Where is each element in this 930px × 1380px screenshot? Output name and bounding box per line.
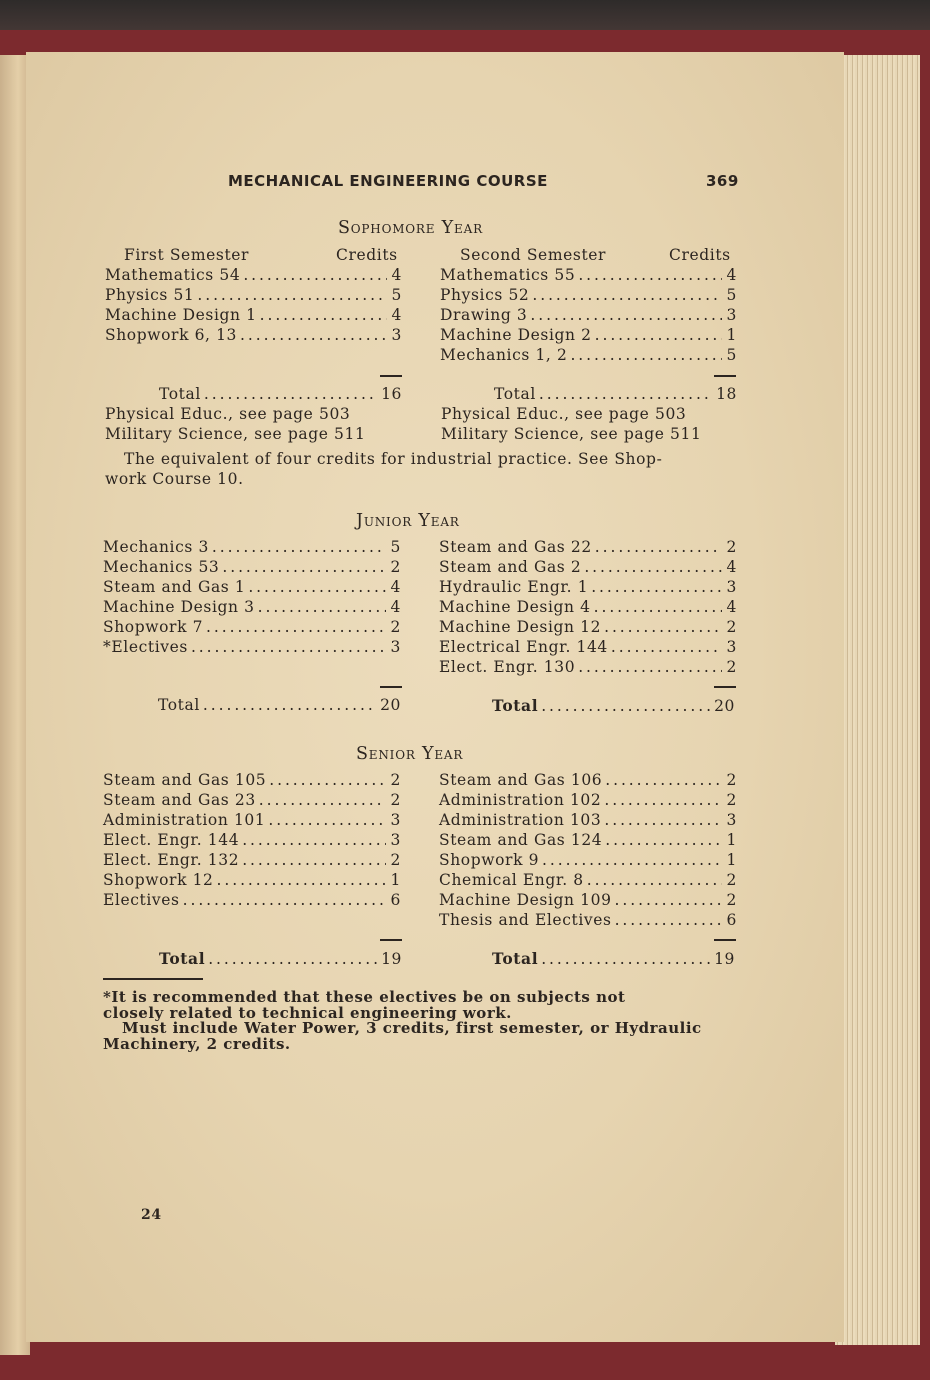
course-name: Shopwork 6, 13: [105, 326, 238, 344]
total-rule: [380, 686, 402, 688]
footnote-electives-cont: closely related to technical engineering work.: [103, 1004, 512, 1022]
total-rule: [380, 939, 402, 941]
footnote-electives: *It is recommended that these electives be on subjects not: [103, 988, 626, 1006]
course-credits: 3: [726, 638, 737, 656]
running-title: MECHANICAL ENGINEERING COURSE: [228, 172, 548, 190]
total-value: 19: [714, 950, 735, 968]
course-credits: 2: [726, 791, 737, 809]
course-name: Steam and Gas 2: [439, 558, 582, 576]
course-credits: 6: [726, 911, 737, 929]
total-rule: [714, 939, 736, 941]
course-row: [439, 911, 737, 929]
page-stack-edge: [835, 55, 920, 1345]
course-name: Steam and Gas 23: [103, 791, 256, 809]
course-row: [103, 811, 401, 829]
course-row: [439, 831, 737, 849]
course-credits: 1: [726, 326, 737, 344]
book-page: [26, 52, 844, 1342]
course-row: [440, 286, 737, 304]
course-name: Steam and Gas 106: [439, 771, 603, 789]
course-credits: 5: [391, 286, 402, 304]
course-row: [439, 598, 737, 616]
course-name: Steam and Gas 22: [439, 538, 592, 556]
senior-first-total: [159, 949, 402, 968]
course-row: [440, 306, 737, 324]
page-number: 369: [706, 172, 739, 190]
course-name: Machine Design 12: [439, 618, 602, 636]
course-name: Elect. Engr. 144: [103, 831, 240, 849]
course-row: [439, 638, 737, 656]
course-name: Thesis and Electives: [439, 911, 612, 929]
course-credits: 2: [390, 771, 401, 789]
course-row: [439, 578, 737, 596]
course-name: Machine Design 109: [439, 891, 612, 909]
course-row: [439, 851, 737, 869]
course-credits: 2: [726, 658, 737, 676]
total-label: Total: [492, 949, 539, 968]
junior-first-total: [158, 696, 401, 714]
course-credits: 2: [726, 871, 737, 889]
course-row: [103, 831, 401, 849]
junior-second-total: [492, 696, 735, 715]
total-rule: [380, 375, 402, 377]
second-semester-heading: Second Semester: [460, 246, 607, 264]
course-name: Elect. Engr. 130: [439, 658, 576, 676]
course-row: [440, 346, 737, 364]
course-credits: 2: [390, 851, 401, 869]
course-credits: 3: [726, 811, 737, 829]
course-credits: 2: [390, 558, 401, 576]
course-name: Mechanics 3: [103, 538, 209, 556]
course-name: Mathematics 55: [440, 266, 576, 284]
course-row: [439, 658, 737, 676]
course-credits: 4: [726, 266, 737, 284]
military-science-note: Military Science, see page 511: [441, 425, 702, 443]
course-credits: 6: [390, 891, 401, 909]
course-name: Machine Design 4: [439, 598, 591, 616]
course-name: Mathematics 54: [105, 266, 241, 284]
course-row: [103, 871, 401, 889]
course-credits: 2: [726, 538, 737, 556]
industrial-practice-note: The equivalent of four credits for industrial practice. See Shop-: [124, 450, 663, 468]
course-row: [440, 326, 737, 344]
total-value: 18: [716, 385, 737, 403]
course-row: [103, 618, 401, 636]
course-credits: 1: [390, 871, 401, 889]
first-semester-heading: First Semester: [124, 246, 250, 264]
course-credits: 4: [390, 578, 401, 596]
total-label: Total: [159, 949, 206, 968]
course-credits: 5: [390, 538, 401, 556]
total-label: Total: [494, 385, 536, 403]
course-row: [103, 538, 401, 556]
course-row: [439, 558, 737, 576]
course-credits: 1: [726, 851, 737, 869]
course-row: [439, 811, 737, 829]
course-credits: 5: [726, 286, 737, 304]
course-row: [439, 538, 737, 556]
footnote-rule: [103, 978, 203, 980]
total-value: 19: [381, 950, 402, 968]
total-label: Total: [158, 696, 200, 714]
course-credits: 2: [726, 891, 737, 909]
course-name: Hydraulic Engr. 1: [439, 578, 589, 596]
course-name: Steam and Gas 124: [439, 831, 603, 849]
course-credits: 3: [726, 306, 737, 324]
junior-year-title: Junior Year: [356, 511, 460, 531]
course-row: [105, 286, 402, 304]
course-name: Steam and Gas 105: [103, 771, 267, 789]
course-credits: 4: [391, 306, 402, 324]
second-credits-heading: Credits: [669, 246, 731, 264]
course-name: Electives: [103, 891, 180, 909]
course-row: [103, 578, 401, 596]
sophomore-second-total: [494, 385, 737, 403]
course-row: [439, 871, 737, 889]
course-name: Machine Design 1: [105, 306, 257, 324]
total-label: Total: [159, 385, 201, 403]
course-row: [103, 638, 401, 656]
course-row: [439, 891, 737, 909]
industrial-practice-note-cont: work Course 10.: [105, 470, 244, 488]
sophomore-year-title: Sophomore Year: [338, 218, 483, 238]
total-value: 20: [380, 696, 401, 714]
course-credits: 3: [390, 831, 401, 849]
sophomore-first-total: [159, 385, 402, 403]
course-row: [105, 306, 402, 324]
course-name: *Electives: [103, 638, 188, 656]
course-row: [103, 598, 401, 616]
course-name: Electrical Engr. 144: [439, 638, 608, 656]
course-name: Physics 52: [440, 286, 530, 304]
physical-education-note: Physical Educ., see page 503: [441, 405, 687, 423]
footnote-water-power-cont: Machinery, 2 credits.: [103, 1035, 291, 1053]
course-row: [105, 326, 402, 344]
course-name: Administration 101: [103, 811, 266, 829]
course-name: Chemical Engr. 8: [439, 871, 584, 889]
total-rule: [714, 686, 736, 688]
course-name: Shopwork 7: [103, 618, 204, 636]
course-name: Elect. Engr. 132: [103, 851, 240, 869]
total-label: Total: [492, 696, 539, 715]
course-name: Mechanics 53: [103, 558, 220, 576]
course-credits: 1: [726, 831, 737, 849]
course-name: Mechanics 1, 2: [440, 346, 568, 364]
course-name: Administration 102: [439, 791, 602, 809]
course-name: Machine Design 2: [440, 326, 592, 344]
course-credits: 3: [391, 326, 402, 344]
course-credits: 3: [390, 811, 401, 829]
course-credits: 3: [726, 578, 737, 596]
physical-education-note: Physical Educ., see page 503: [105, 405, 351, 423]
senior-second-total: [492, 949, 735, 968]
course-row: [103, 558, 401, 576]
course-credits: 4: [726, 558, 737, 576]
course-credits: 2: [390, 618, 401, 636]
course-name: Steam and Gas 1: [103, 578, 246, 596]
course-row: [439, 618, 737, 636]
course-credits: 5: [726, 346, 737, 364]
total-value: 16: [381, 385, 402, 403]
course-credits: 4: [726, 598, 737, 616]
course-name: Drawing 3: [440, 306, 528, 324]
course-name: Shopwork 12: [103, 871, 214, 889]
course-row: [103, 851, 401, 869]
first-credits-heading: Credits: [336, 246, 398, 264]
course-credits: 2: [726, 771, 737, 789]
course-name: Physics 51: [105, 286, 195, 304]
footnote-water-power: Must include Water Power, 3 credits, first semester, or Hydraulic: [122, 1019, 702, 1037]
course-credits: 3: [390, 638, 401, 656]
course-credits: 2: [390, 791, 401, 809]
course-name: Shopwork 9: [439, 851, 540, 869]
course-row: [103, 771, 401, 789]
signature-mark: 24: [141, 1207, 162, 1223]
course-row: [440, 266, 737, 284]
course-row: [439, 771, 737, 789]
course-credits: 2: [726, 618, 737, 636]
military-science-note: Military Science, see page 511: [105, 425, 366, 443]
course-name: Machine Design 3: [103, 598, 255, 616]
course-row: [103, 891, 401, 909]
course-credits: 4: [390, 598, 401, 616]
total-rule: [714, 375, 736, 377]
total-value: 20: [714, 697, 735, 715]
course-name: Administration 103: [439, 811, 602, 829]
course-row: [105, 266, 402, 284]
senior-year-title: Senior Year: [356, 744, 464, 764]
course-row: [439, 791, 737, 809]
course-credits: 4: [391, 266, 402, 284]
course-row: [103, 791, 401, 809]
